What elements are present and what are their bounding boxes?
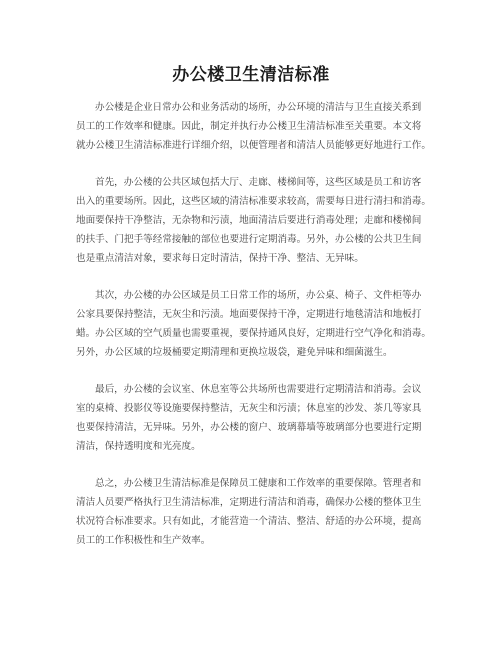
paragraph-line: 最后，办公楼的会议室、休息室等公共场所也需要进行定期清洁和消毒。会议 xyxy=(95,384,422,395)
paragraph-line: 员工的工作效率和健康。因此，制定并执行办公楼卫生清洁标准至关重要。本文将 xyxy=(76,121,422,132)
paragraph-4 xyxy=(76,380,434,456)
paragraph-line: 其次，办公楼的办公区域是员工日常工作的场所，办公桌、椅子、文件柜等办 xyxy=(95,290,422,301)
paragraph-line: 员工的工作积极性和生产效率。 xyxy=(76,535,211,546)
document-body xyxy=(76,98,434,568)
paragraph-line: 的扶手、门把手等经常接触的部位也要进行定期消毒。另外，办公楼的公共卫生间 xyxy=(76,234,422,245)
paragraph-line: 公家具要保持整洁，无灰尘和污渍。地面要保持干净，定期进行地毯清洁和地板打 xyxy=(76,309,422,320)
paragraph-5 xyxy=(76,474,434,550)
paragraph-line: 清洁，保持透明度和光亮度。 xyxy=(76,441,201,452)
paragraph-line: 总之，办公楼卫生清洁标准是保障员工健康和工作效率的重要保障。管理者和 xyxy=(95,478,422,489)
paragraph-line: 室的桌椅、投影仪等设施要保持整洁，无灰尘和污渍；休息室的沙发、茶几等家具 xyxy=(76,403,422,414)
paragraph-line: 也是重点清洁对象，要求每日定时清洁，保持干净、整洁、无异味。 xyxy=(76,253,364,264)
paragraph-line: 地面要保持干净整洁，无杂物和污渍，地面清洁后要进行消毒处理；走廊和楼梯间 xyxy=(76,215,422,226)
paragraph-3 xyxy=(76,286,434,362)
document-title: 办公楼卫生清洁标准 xyxy=(172,65,330,85)
paragraph-line: 办公楼是企业日常办公和业务活动的场所，办公环境的清洁与卫生直接关系到 xyxy=(95,102,422,113)
paragraph-line: 出入的重要场所。因此，这些区域的清洁标准要求较高，需要每日进行清扫和消毒。 xyxy=(76,196,431,207)
paragraph-1 xyxy=(76,98,434,155)
paragraph-line: 状况符合标准要求。只有如此，才能营造一个清洁、整洁、舒适的办公环境，提高 xyxy=(76,516,422,527)
paragraph-2 xyxy=(76,173,434,268)
paragraph-line: 蜡。办公区域的空气质量也需要重视，要保持通风良好，定期进行空气净化和消毒。 xyxy=(76,328,431,339)
paragraph-line: 就办公楼卫生清洁标准进行详细介绍，以便管理者和清洁人员能够更好地进行工作。 xyxy=(76,140,431,151)
paragraph-line: 另外，办公区域的垃圾桶要定期清理和更换垃圾袋，避免异味和细菌滋生。 xyxy=(76,347,393,358)
paragraph-line: 清洁人员要严格执行卫生清洁标准，定期进行清洁和消毒，确保办公楼的整体卫生 xyxy=(76,497,422,508)
paragraph-line: 也要保持清洁，无异味。另外，办公楼的窗户、玻璃幕墙等玻璃部分也要进行定期 xyxy=(76,422,422,433)
paragraph-line: 首先，办公楼的公共区域包括大厅、走廊、楼梯间等，这些区域是员工和访客 xyxy=(95,177,422,188)
